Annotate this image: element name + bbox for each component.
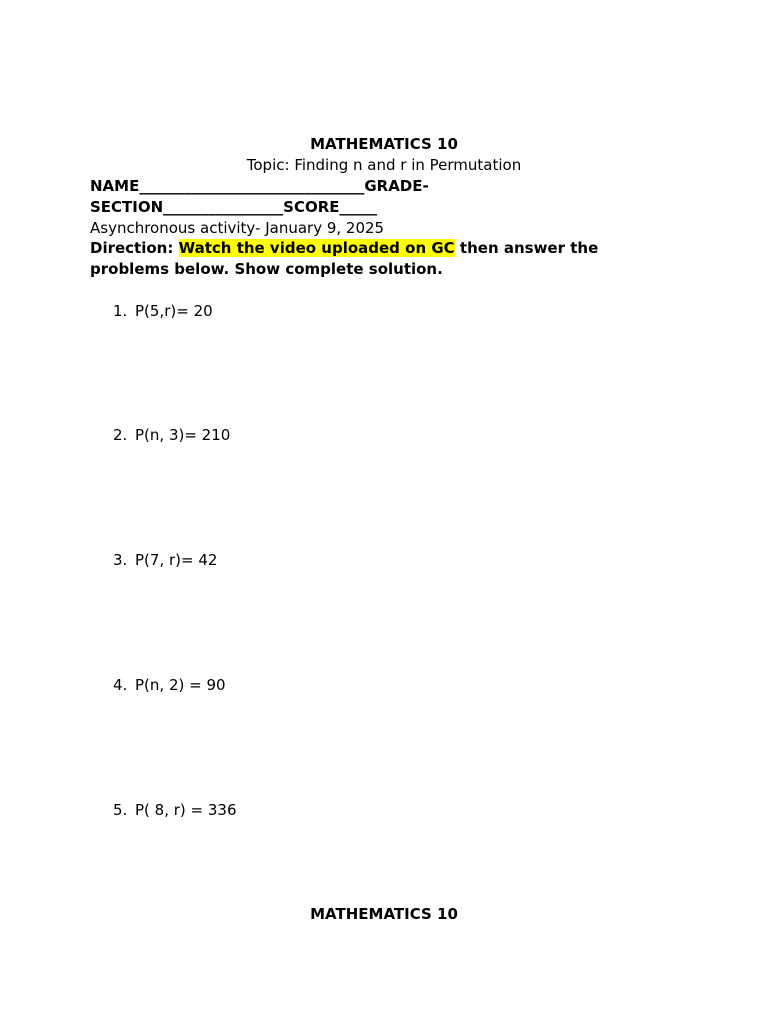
problem-text: P( 8, r) = 336 — [135, 801, 237, 819]
direction-rest: then answer the — [459, 239, 599, 257]
problem-item — [113, 425, 230, 445]
problem-number: 1. — [113, 302, 128, 320]
direction-line-2: problems below. Show complete solution. — [90, 260, 443, 278]
activity-line: Asynchronous activity- January 9, 2025 — [90, 219, 385, 237]
problem-number: 4. — [113, 676, 128, 694]
problem-item — [113, 800, 237, 820]
problem-text: P(n, 3)= 210 — [135, 426, 231, 444]
page-title: MATHEMATICS 10 — [310, 135, 458, 153]
problem-text: P(n, 2) = 90 — [135, 676, 226, 694]
problem-number: 3. — [113, 551, 128, 569]
section-score-line: SECTION________________SCORE_____ — [90, 198, 378, 216]
problem-item — [113, 675, 226, 695]
name-grade-line: NAME______________________________GRADE- — [90, 177, 429, 195]
problem-number: 2. — [113, 426, 128, 444]
problem-item — [113, 301, 213, 321]
footer-title: MATHEMATICS 10 — [310, 905, 458, 923]
direction-highlight: Watch the video uploaded on GC — [178, 239, 455, 257]
problem-number: 5. — [113, 801, 128, 819]
topic-line: Topic: Finding n and r in Permutation — [246, 156, 522, 174]
direction-line — [90, 238, 598, 258]
problem-text: P(7, r)= 42 — [135, 551, 218, 569]
problem-text: P(5,r)= 20 — [135, 302, 213, 320]
direction-label: Direction: — [90, 239, 174, 257]
problem-item — [113, 550, 217, 570]
